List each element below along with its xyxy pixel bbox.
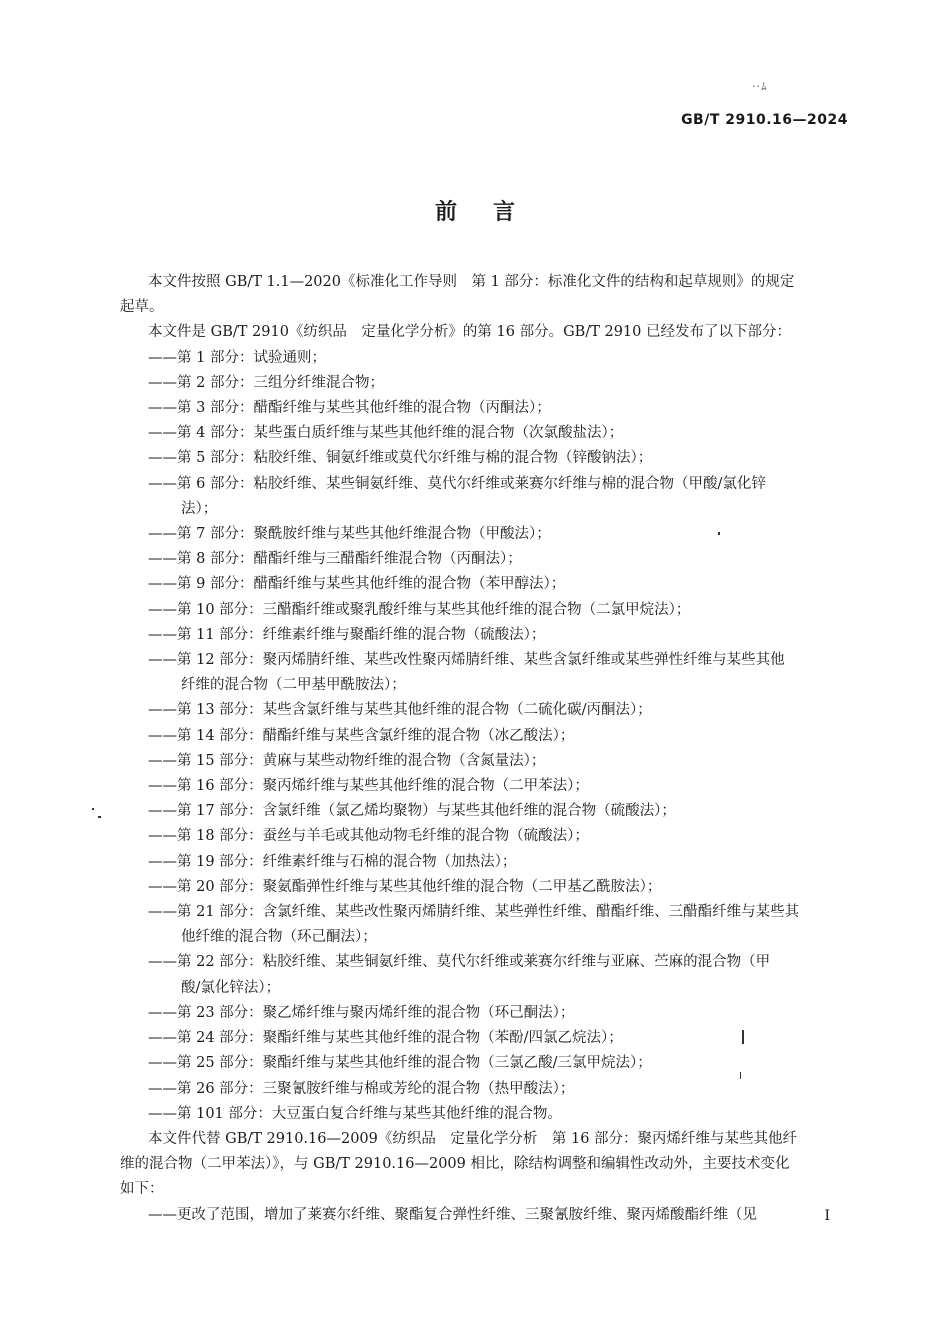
part-item: ——第 9 部分：醋酯纤维与某些其他纤维的混合物（苯甲醇法）； [148, 576, 566, 593]
paragraph-line: 本文件按照 GB/T 1.1—2020《标准化工作导则 第 1 部分：标准化文件的结构和起草规则》的规定 [148, 274, 795, 290]
part-item: ——第 18 部分：蚕丝与羊毛或其他动物毛纤维的混合物（硫酸法）； [148, 828, 589, 845]
scan-speck [740, 1072, 741, 1079]
part-item: ——第 8 部分：醋酯纤维与三醋酯纤维混合物（丙酮法）； [148, 551, 522, 568]
standard-number: GB/T 2910.16—2024 [681, 112, 848, 128]
part-item: ——第 7 部分：聚酰胺纤维与某些其他纤维混合物（甲酸法）； [148, 526, 551, 543]
document-body [120, 270, 850, 1228]
part-item: ——第 19 部分：纤维素纤维与石棉的混合物（加热法）； [148, 853, 517, 870]
parts-list [148, 346, 850, 1127]
page-number: I [824, 1208, 830, 1224]
part-item: ——第 16 部分：聚丙烯纤维与某些其他纤维的混合物（二甲苯法）； [148, 778, 589, 795]
paragraph-line: 如下： [120, 1181, 164, 1198]
part-item-continuation: 酸/氯化锌法）； [181, 979, 281, 996]
part-item-continuation: 法）； [181, 500, 218, 517]
paragraph-line: 本文件代替 GB/T 2910.16—2009《纺织品 定量化学分析 第 16 部分：聚丙烯纤维与某些其他纤 [148, 1130, 798, 1147]
part-item: ——第 11 部分：纤维素纤维与聚酯纤维的混合物（硫酸法）； [148, 626, 546, 643]
paragraph-line: 起草。 [120, 299, 164, 316]
part-item: ——第 13 部分：某些含氯纤维与某些其他纤维的混合物（二硫化碳/丙酮法）； [148, 702, 652, 719]
part-item: ——第 25 部分：聚酯纤维与某些其他纤维的混合物（三氯乙酸/三氯甲烷法）； [148, 1055, 652, 1072]
part-item: ——第 26 部分：三聚氰胺纤维与棉或芳纶的混合物（热甲酸法）； [148, 1080, 575, 1097]
part-item: ——第 2 部分：三组分纤维混合物； [148, 374, 384, 391]
paragraph-line: 本文件是 GB/T 2910《纺织品 定量化学分析》的第 16 部分。GB/T 2910 已经发布了以下部分： [148, 324, 791, 341]
part-item-continuation: 他纤维的混合物（环己酮法）； [181, 929, 377, 946]
page-title: 前言 [434, 199, 551, 225]
part-item: ——第 10 部分：三醋酯纤维或聚乳酸纤维与某些其他纤维的混合物（二氯甲烷法）； [148, 601, 691, 618]
part-item: ——第 3 部分：醋酯纤维与某些其他纤维的混合物（丙酮法）； [148, 400, 551, 417]
scan-speck [98, 816, 101, 818]
corner-mark: ··ﾑ [752, 80, 768, 93]
part-item: ——第 17 部分：含氯纤维（氯乙烯均聚物）与某些其他纤维的混合物（硫酸法）； [148, 803, 676, 820]
part-item: ——第 20 部分：聚氨酯弹性纤维与某些其他纤维的混合物（二甲基乙酰胺法）； [148, 878, 662, 895]
change-item: ——更改了范围，增加了莱赛尔纤维、聚酯复合弹性纤维、三聚氰胺纤维、聚丙烯酸酯纤维（见 [148, 1206, 757, 1223]
part-item: ——第 14 部分：醋酯纤维与某些含氯纤维的混合物（冰乙酸法）； [148, 727, 575, 744]
part-item-continuation: 纤维的混合物（二甲基甲酰胺法）； [181, 677, 406, 694]
part-item: ——第 15 部分：黄麻与某些动物纤维的混合物（含氮量法）； [148, 752, 546, 769]
scan-speck [718, 532, 720, 535]
part-item: ——第 1 部分：试验通则； [148, 349, 326, 366]
scan-speck [92, 808, 94, 810]
part-item: ——第 6 部分：粘胶纤维、某些铜氨纤维、莫代尔纤维或莱赛尔纤维与棉的混合物（甲酸/氯化锌 [148, 475, 766, 492]
part-item: ——第 24 部分：聚酯纤维与某些其他纤维的混合物（苯酚/四氯乙烷法）； [148, 1030, 623, 1047]
part-item: ——第 12 部分：聚丙烯腈纤维、某些改性聚丙烯腈纤维、某些含氯纤维或某些弹性纤维与某些其他 [148, 652, 785, 669]
part-item: ——第 101 部分：大豆蛋白复合纤维与某些其他纤维的混合物。 [148, 1105, 562, 1122]
scan-speck [742, 1030, 744, 1044]
part-item: ——第 21 部分：含氯纤维、某些改性聚丙烯腈纤维、某些弹性纤维、醋酯纤维、三醋酯纤维与某些其 [148, 904, 800, 921]
part-item: ——第 5 部分：粘胶纤维、铜氨纤维或莫代尔纤维与棉的混合物（锌酸钠法）； [148, 450, 653, 467]
part-item: ——第 4 部分：某些蛋白质纤维与某些其他纤维的混合物（次氯酸盐法）； [148, 425, 624, 442]
part-item: ——第 22 部分：粘胶纤维、某些铜氨纤维、莫代尔纤维或莱赛尔纤维与亚麻、苎麻的混合物（甲 [148, 954, 771, 971]
paragraph-line: 维的混合物（二甲苯法）》，与 GB/T 2910.16—2009 相比，除结构调整和编辑性改动外，主要技术变化 [120, 1156, 790, 1173]
part-item: ——第 23 部分：聚乙烯纤维与聚丙烯纤维的混合物（环己酮法）； [148, 1004, 575, 1021]
